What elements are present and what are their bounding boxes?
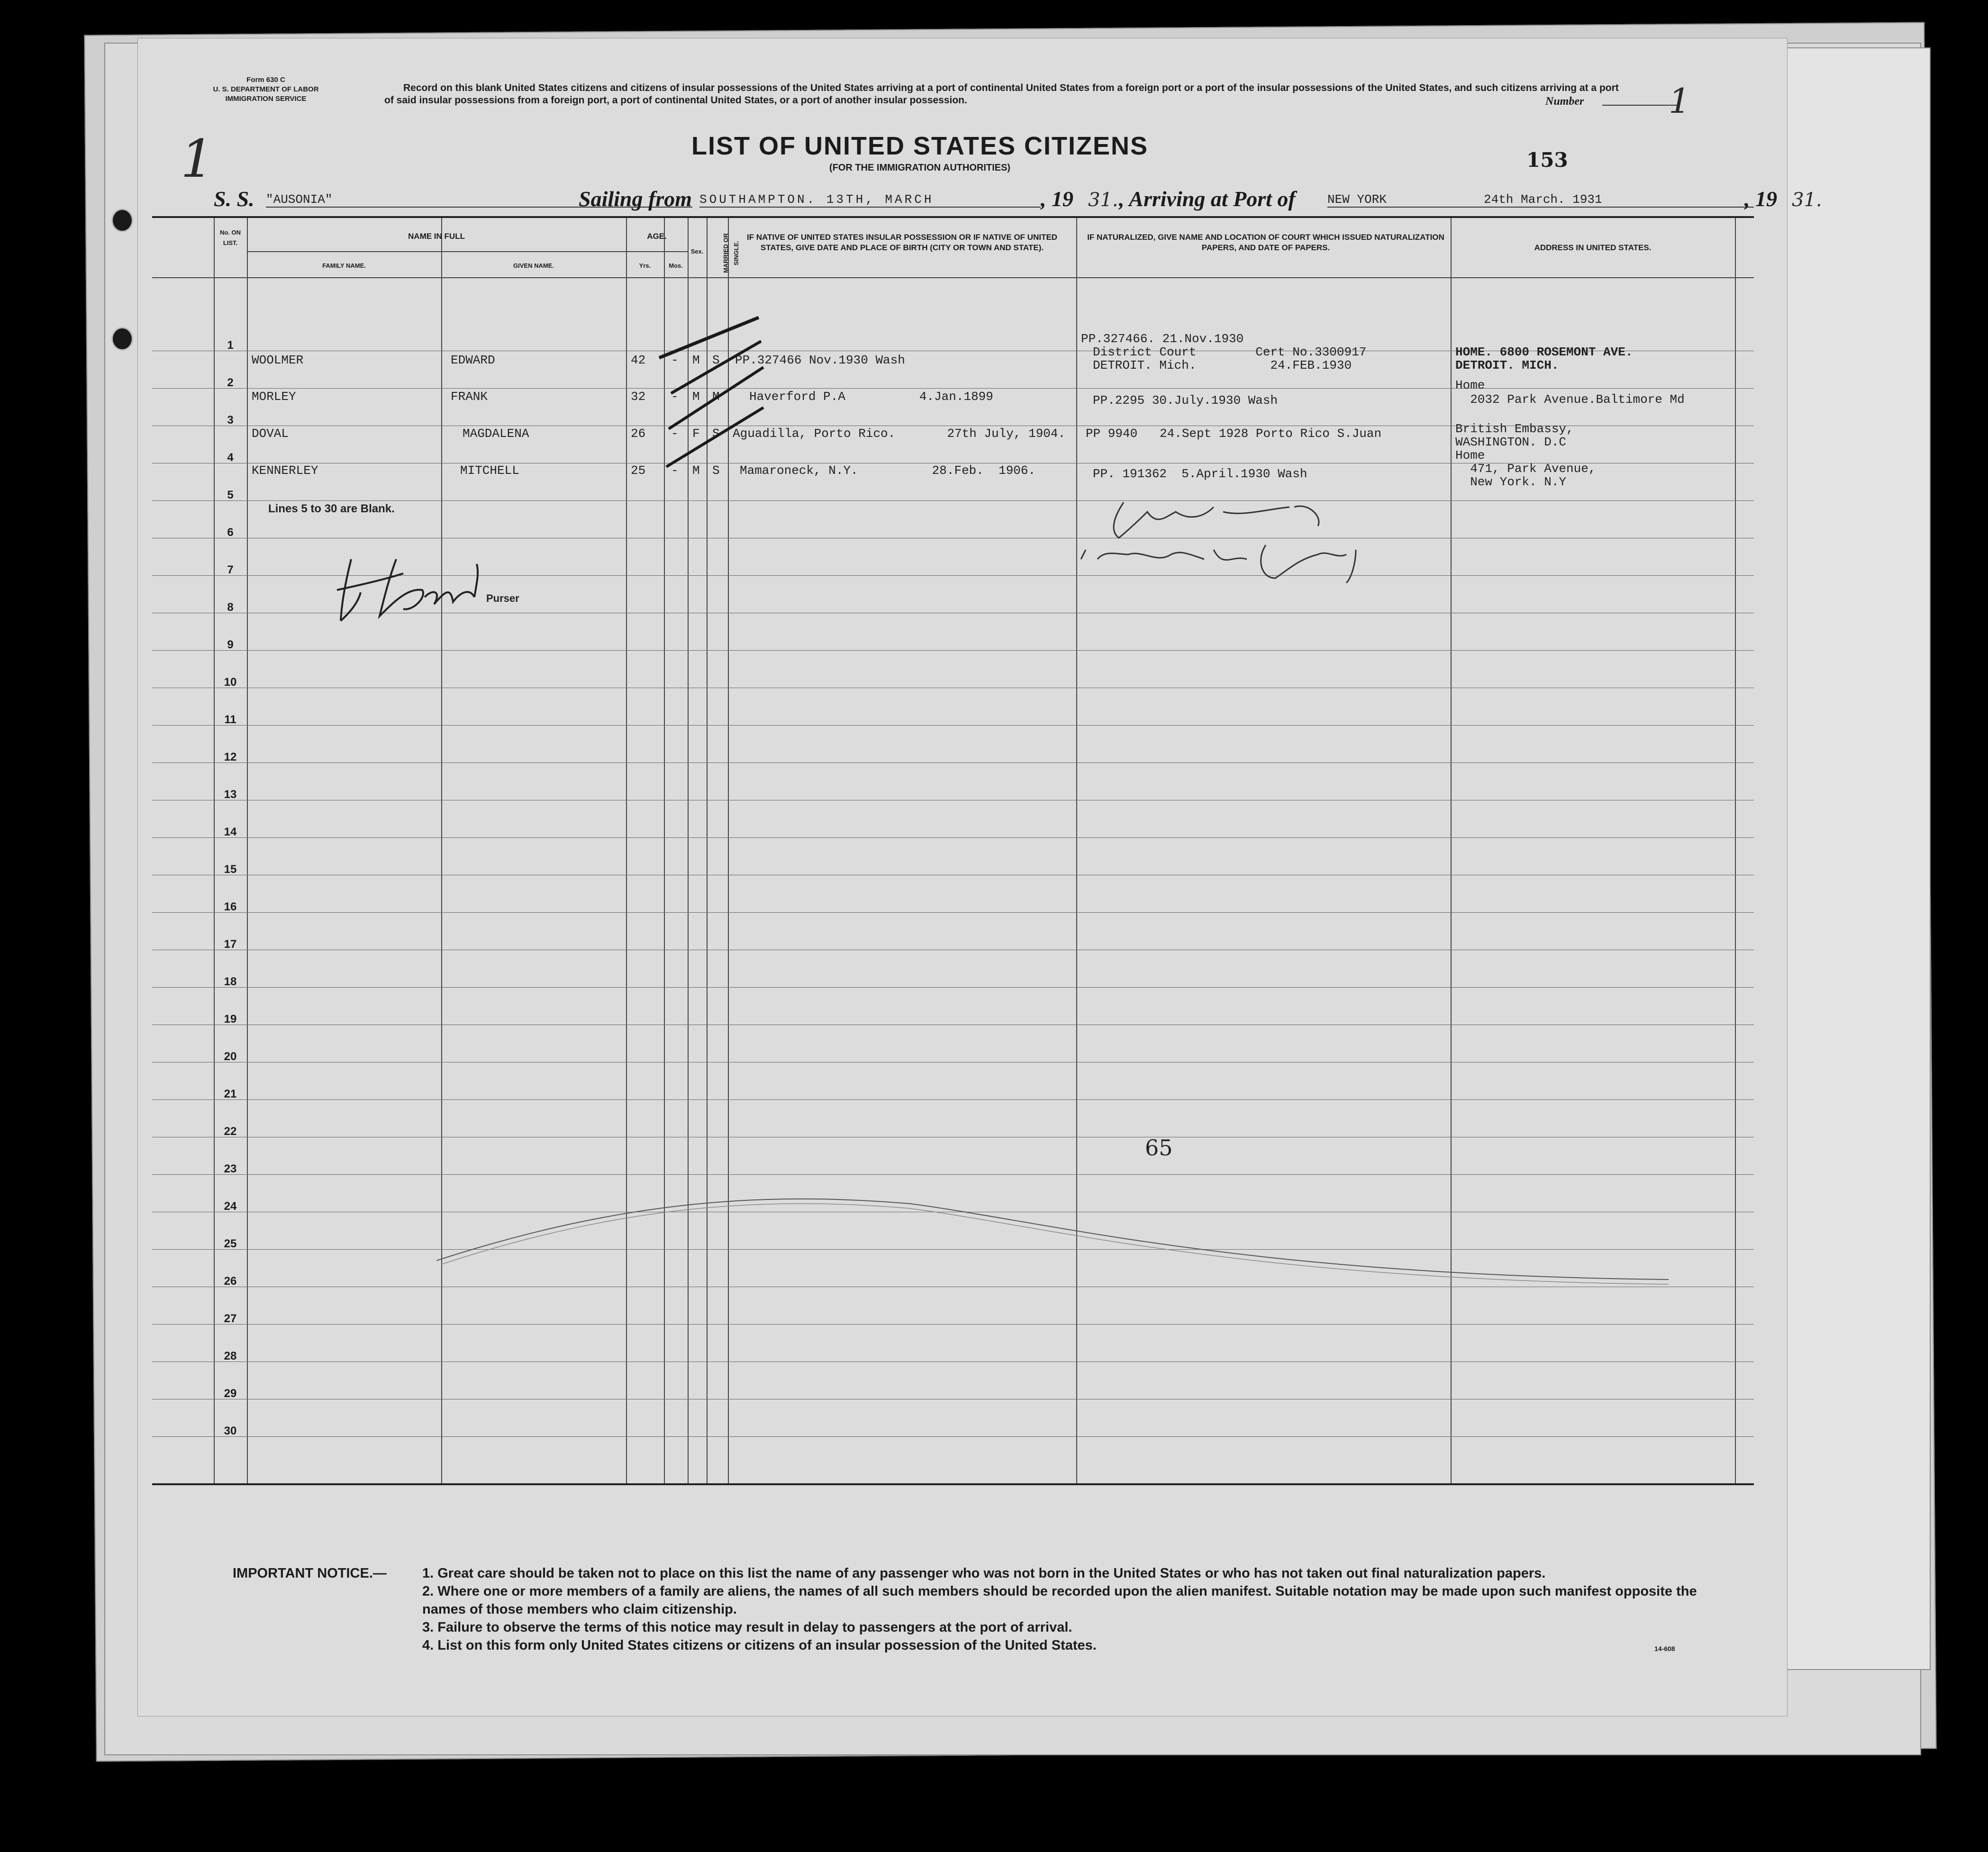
arriving-port: NEW YORK bbox=[1327, 192, 1754, 208]
row-number: 24 bbox=[224, 1200, 237, 1213]
row-number: 2 bbox=[227, 376, 234, 389]
sex: M bbox=[692, 390, 700, 404]
row-number: 1 bbox=[227, 339, 234, 352]
naturalization-line: District Court Cert No.3300917 bbox=[1093, 345, 1367, 359]
paper-crease bbox=[436, 1194, 1716, 1303]
number-label: Number bbox=[1545, 95, 1584, 108]
row-number: 23 bbox=[224, 1162, 237, 1175]
notice-item: 1. Great care should be taken not to place on this list the name of any passenger who was not born in the United States or who has not taken out final naturalization papers. bbox=[422, 1566, 1546, 1581]
purser-signature bbox=[332, 545, 489, 630]
col-given-header: GIVEN NAME. bbox=[513, 262, 554, 269]
row-number: 7 bbox=[227, 563, 234, 576]
row-number: 9 bbox=[227, 638, 234, 651]
header-rule bbox=[626, 251, 688, 252]
given-name: EDWARD bbox=[451, 353, 495, 367]
sex: M bbox=[692, 463, 700, 478]
row-rule bbox=[152, 1324, 1754, 1325]
age-years: 26 bbox=[631, 427, 646, 441]
row-number: 5 bbox=[227, 489, 234, 501]
row-number: 8 bbox=[227, 601, 234, 614]
row-number: 12 bbox=[224, 751, 237, 763]
page-number: 153 bbox=[1526, 148, 1568, 172]
row-number: 19 bbox=[224, 1013, 237, 1026]
purser-label: Purser bbox=[486, 592, 519, 604]
form-title: LIST OF UNITED STATES CITIZENS bbox=[691, 132, 1148, 160]
given-name: MITCHELL bbox=[460, 463, 519, 478]
naturalization-line: PP.2295 30.July.1930 Wash bbox=[1093, 393, 1278, 408]
number-line bbox=[1602, 105, 1678, 106]
col-rule bbox=[1735, 218, 1736, 1483]
col-rule bbox=[247, 218, 248, 1483]
binder-hole bbox=[111, 209, 133, 232]
birth-details: Mamaroneck, N.Y. 28.Feb. 1906. bbox=[740, 463, 1036, 478]
row-number: 22 bbox=[224, 1125, 237, 1138]
family-name: MORLEY bbox=[252, 390, 296, 404]
inspector-annotation bbox=[1053, 483, 1479, 592]
address-line: WASHINGTON. D.C bbox=[1455, 435, 1567, 449]
naturalization-line: DETROIT. Mich. 24.FEB.1930 bbox=[1093, 358, 1352, 372]
row-number: 15 bbox=[224, 863, 237, 876]
col-address-header: ADDRESS IN UNITED STATES. bbox=[1534, 243, 1652, 252]
sailing-year: 31. bbox=[1088, 189, 1118, 211]
row-rule bbox=[152, 1174, 1754, 1175]
row-rule bbox=[152, 1436, 1754, 1437]
row-number: 29 bbox=[224, 1387, 237, 1400]
sex: F bbox=[692, 427, 700, 441]
notice-item: 4. List on this form only United States citizens or citizens of an insular possession of the United States. bbox=[422, 1638, 1097, 1653]
col-yrs-header: Yrs. bbox=[639, 262, 651, 269]
address-line: 2032 Park Avenue.Baltimore Md bbox=[1455, 392, 1685, 407]
col-family-header: FAMILY NAME. bbox=[322, 262, 366, 269]
header-rule bbox=[152, 277, 1754, 278]
arriving-date: 24th March. 1931 bbox=[1484, 192, 1602, 207]
address-line: British Embassy, bbox=[1455, 422, 1574, 436]
col-married-header: MARRIED OR SINGLE. bbox=[722, 233, 740, 273]
manifest-page bbox=[137, 38, 1822, 1716]
naturalization-line: PP 9940 24.Sept 1928 Porto Rico S.Juan bbox=[1086, 427, 1382, 441]
row-rule bbox=[152, 725, 1754, 726]
checkmark-strokes bbox=[650, 313, 773, 493]
row-number: 6 bbox=[227, 526, 234, 539]
birth-details: PP.327466 Nov.1930 Wash bbox=[735, 353, 905, 367]
margin-mark-handwritten: 1 bbox=[181, 128, 214, 189]
naturalization-line: PP.327466. 21.Nov.1930 bbox=[1081, 332, 1244, 346]
department-name: U. S. DEPARTMENT OF LABOR bbox=[213, 85, 319, 93]
list-number-handwritten: 1 bbox=[1669, 81, 1690, 121]
row-number: 30 bbox=[224, 1425, 237, 1437]
age-months: - bbox=[671, 463, 679, 478]
row-number: 27 bbox=[224, 1312, 237, 1325]
given-name: MAGDALENA bbox=[463, 427, 529, 441]
year-prefix: , 19 bbox=[1041, 187, 1073, 211]
row-number: 25 bbox=[224, 1237, 237, 1250]
family-name: KENNERLEY bbox=[252, 463, 318, 478]
sailing-label: Sailing from bbox=[579, 187, 692, 211]
blank-lines-note: Lines 5 to 30 are Blank. bbox=[268, 502, 395, 515]
marital-status: M bbox=[712, 390, 720, 404]
birth-details: Aguadilla, Porto Rico. 27th July, 1904. bbox=[733, 427, 1066, 441]
row-number: 10 bbox=[224, 676, 237, 689]
row-rule bbox=[152, 500, 1754, 501]
col-no-header: No. ON LIST. bbox=[219, 229, 241, 246]
row-rule bbox=[152, 987, 1754, 988]
age-years: 32 bbox=[631, 390, 646, 404]
row-number: 13 bbox=[224, 788, 237, 801]
age-months: - bbox=[671, 427, 679, 441]
birth-details: Haverford P.A 4.Jan.1899 bbox=[749, 390, 993, 404]
row-number: 20 bbox=[224, 1050, 237, 1063]
address-line: HOME. 6800 ROSEMONT AVE. bbox=[1455, 345, 1633, 359]
row-number: 28 bbox=[224, 1350, 237, 1362]
arriving-label: , Arriving at Port of bbox=[1119, 187, 1296, 211]
binder-hole bbox=[111, 327, 133, 351]
row-rule bbox=[152, 1099, 1754, 1100]
age-months: - bbox=[671, 353, 679, 367]
marital-status: S bbox=[712, 353, 720, 367]
address-line: Home bbox=[1455, 378, 1485, 392]
col-rule bbox=[214, 218, 215, 1483]
form-code: 14-608 bbox=[1654, 1645, 1675, 1652]
row-number: 18 bbox=[224, 975, 237, 988]
given-name: FRANK bbox=[451, 390, 488, 404]
ship-name: "AUSONIA" bbox=[266, 192, 692, 208]
address-line: DETROIT. MICH. bbox=[1455, 358, 1559, 372]
age-years: 42 bbox=[631, 353, 646, 367]
notice-item: 3. Failure to observe the terms of this notice may result in delay to passengers at the port of arrival. bbox=[422, 1620, 1072, 1635]
arriving-year: 31. bbox=[1792, 189, 1822, 211]
family-name: WOOLMER bbox=[252, 353, 304, 367]
col-name-header: NAME IN FULL bbox=[408, 232, 465, 241]
col-sex-header: Sex. bbox=[690, 248, 704, 255]
row-number: 11 bbox=[224, 713, 236, 726]
form-id bbox=[195, 75, 337, 104]
row-number: 26 bbox=[224, 1275, 237, 1288]
row-number: 4 bbox=[227, 451, 234, 464]
col-mos-header: Mos. bbox=[669, 262, 683, 269]
row-rule bbox=[152, 912, 1754, 913]
header-rule bbox=[247, 251, 626, 252]
sailing-from: SOUTHAMPTON. 13TH, MARCH bbox=[699, 192, 1041, 208]
row-number: 14 bbox=[224, 826, 237, 838]
passenger-table bbox=[152, 216, 1754, 1485]
ss-label: S. S. bbox=[214, 187, 254, 211]
col-naturalized-header: IF NATURALIZED, GIVE NAME AND LOCATION OF COURT WHICH ISSUED NATURALIZATION PAPERS, AND DATE OF PAPERS. bbox=[1087, 233, 1444, 252]
col-age-header: AGE. bbox=[647, 232, 667, 241]
row-rule bbox=[152, 837, 1754, 838]
address-line: 471, Park Avenue, bbox=[1455, 462, 1596, 476]
form-number: Form 630 C bbox=[246, 76, 285, 84]
form-subtitle: (FOR THE IMMIGRATION AUTHORITIES) bbox=[829, 163, 1011, 173]
notice-lead: IMPORTANT NOTICE.— bbox=[233, 1566, 387, 1581]
address-line: New York. N.Y bbox=[1455, 475, 1567, 489]
family-name: DOVAL bbox=[252, 427, 289, 441]
row-number: 21 bbox=[224, 1088, 237, 1100]
row-number: 16 bbox=[224, 900, 237, 913]
col-birth-header: IF NATIVE OF UNITED STATES INSULAR POSSESSION OR IF NATIVE OF UNITED STATES, GIVE DATE AND PLACE OF BIRTH (CITY OR TOWN AND STATE). bbox=[746, 233, 1058, 252]
naturalization-line: PP. 191362 5.April.1930 Wash bbox=[1093, 467, 1307, 481]
marital-status: S bbox=[712, 463, 720, 478]
form-instructions: Record on this blank United States citizens and citizens of insular possessions of the United States arriving at a port of continental United States from a foreign port or a port of the insular possessions of the United States, and such citizens arriving at a port of said insular possessions from a foreign port, a port of continental United States, or a port of another insular possession. bbox=[384, 82, 1619, 106]
age-months: - bbox=[671, 390, 679, 404]
row-number: 3 bbox=[227, 414, 234, 427]
sex: M bbox=[692, 353, 700, 367]
row-number: 17 bbox=[224, 938, 237, 951]
row-rule bbox=[152, 388, 1754, 389]
marital-status: S bbox=[712, 427, 720, 441]
notice-item: 2. Where one or more members of a family are aliens, the names of all such members should be recorded upon the alien manifest. Suitable notation may be made upon such manifest opposite the names of those members who claim citizenship. bbox=[422, 1584, 1697, 1617]
address-line: Home bbox=[1455, 448, 1485, 463]
age-years: 25 bbox=[631, 463, 646, 478]
service-name: IMMIGRATION SERVICE bbox=[225, 95, 307, 103]
stamp-number: 65 bbox=[1145, 1135, 1173, 1161]
year-prefix: , 19 bbox=[1744, 187, 1777, 211]
row-rule bbox=[152, 650, 1754, 651]
